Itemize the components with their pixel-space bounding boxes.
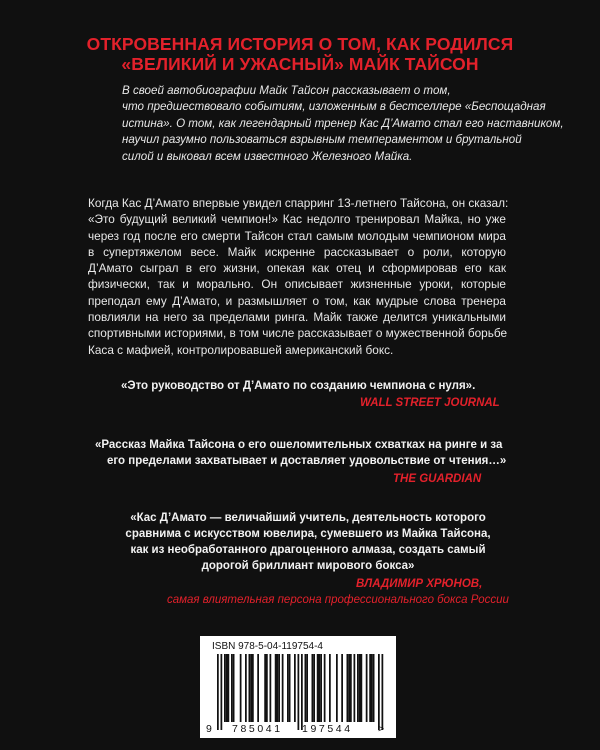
barcode-bar <box>224 654 226 722</box>
barcode-bar <box>266 654 268 722</box>
barcode-digit-first: 9 <box>206 723 212 735</box>
quote-3-line: дорогой бриллиант мирового бокса» <box>201 560 415 572</box>
body-paragraph <box>88 195 509 358</box>
barcode-bar <box>277 654 279 722</box>
barcode-bar <box>366 654 368 722</box>
barcode-bar <box>317 654 319 722</box>
barcode-guard-bar <box>298 654 300 730</box>
quote-1-text <box>121 378 475 394</box>
barcode-bar <box>275 654 277 722</box>
barcode-bar <box>354 654 356 722</box>
quote-2-source: THE GUARDIAN <box>393 473 482 485</box>
barcode-bar <box>361 654 363 722</box>
barcode-bar <box>233 654 235 722</box>
body-line: через год после его смерти Тайсон стал самым молодым чемпионом мира <box>88 228 506 243</box>
intro-line: истина». О том, как легендарный тренер Кас Д’Амато стал его наставником, <box>122 116 564 130</box>
barcode-bar <box>350 654 352 722</box>
barcode-bar <box>294 654 296 722</box>
intro-line: силой и выковал всем известного Железного Майка. <box>122 149 413 163</box>
barcode-bar <box>373 654 375 722</box>
barcode-bar <box>371 654 373 722</box>
headline-line-2: «ВЕЛИКИЙ И УЖАСНЫЙ» МАЙК ТАЙСОН <box>121 54 479 74</box>
barcode-bar <box>348 654 350 722</box>
barcode-digits-right: 197544 <box>302 723 353 735</box>
barcode-bar <box>289 654 291 722</box>
barcode-bar <box>252 654 254 722</box>
barcode-label <box>200 636 396 738</box>
barcode-guard-bar <box>221 654 223 730</box>
barcode-guard-bar <box>378 654 380 730</box>
barcode-guard-bar <box>217 654 219 730</box>
quote-3-line: «Кас Д’Амато — величайший учитель, деятельность которого <box>130 512 486 524</box>
body-line: физически, так и морально. Он описывает жизненные уроки, которые <box>88 277 506 292</box>
barcode-guard-bar <box>301 654 303 730</box>
body-line: в супертяжелом весе. Майк искренне рассказывает о роли, которую <box>88 244 506 259</box>
quote-2-line: «Рассказ Майка Тайсона о его ошеломительных схватках на ринге и за <box>95 439 503 451</box>
barcode-bar <box>245 654 247 722</box>
barcode-bar <box>329 654 331 722</box>
barcode-bar <box>320 654 322 722</box>
barcode-guard-bar <box>382 654 384 730</box>
isbn-text: ISBN 978-5-04-119754-4 <box>212 641 323 652</box>
barcode-bar <box>231 654 233 722</box>
barcode-quiet-zone-marker: > <box>378 723 385 735</box>
intro-line: В своей автобиографии Майк Тайсон рассказывает о том, <box>122 84 451 97</box>
barcode-bar <box>359 654 361 722</box>
body-line: преподал ему Д’Амато, и размышляет о том, как мудрые слова тренера <box>88 293 506 308</box>
barcode-bar <box>347 654 349 722</box>
barcode-bar <box>306 654 308 722</box>
barcode-bar <box>319 654 321 722</box>
barcode-bar <box>270 654 272 722</box>
barcode-bar <box>257 654 259 722</box>
quote-2-line: его пределами захватывает и доставляет удовольствие от чтения…» <box>107 455 507 467</box>
barcode-bar <box>278 654 280 722</box>
quote-3-line: как из необработанного драгоценного алмаза, создать самый <box>130 544 486 556</box>
intro-paragraph <box>122 83 564 165</box>
barcode-bar <box>249 654 251 722</box>
barcode-bar <box>312 654 314 722</box>
barcode-bar <box>228 654 230 722</box>
quote-2-text <box>95 437 506 469</box>
quote-3-text <box>118 510 498 574</box>
barcode-bar <box>336 654 338 722</box>
quote-3-line: сравнима с искусством ювелира, сумевшего из Майка Тайсона, <box>125 528 491 540</box>
barcode-bar <box>313 654 315 722</box>
barcode-bar <box>250 654 252 722</box>
headline-line-1: ОТКРОВЕННАЯ ИСТОРИЯ О ТОМ, КАК РОДИЛСЯ <box>86 34 514 54</box>
barcode-bars <box>200 636 396 738</box>
barcode-bar <box>324 654 326 722</box>
quote-1-line: «Это руководство от Д’Амато по созданию чемпиона с нуля». <box>121 380 476 392</box>
barcode-bar <box>287 654 289 722</box>
barcode-bar <box>226 654 228 722</box>
body-line: спортивными историями, в том числе рассказывает о мужественной борьбе <box>88 326 508 341</box>
headline <box>60 34 540 74</box>
barcode-bar <box>282 654 284 722</box>
body-line: повлияли на него за пределами ринга. Майк также делится уникальными <box>88 310 506 325</box>
body-line: «Это будущий великий чемпион!» Кас недолго тренировал Майка, но уже <box>88 212 506 227</box>
barcode-digits-left: 785041 <box>232 723 283 735</box>
intro-line: научил разумно пользоваться взрывным темпераментом и брутальной <box>122 133 522 147</box>
barcode-bar <box>369 654 371 722</box>
body-line: Когда Кас Д’Амато впервые увидел спарринг 13-летнего Тайсона, он сказал: <box>88 196 509 210</box>
barcode-bar <box>357 654 359 722</box>
body-line: Каса с мафией, контролировавшей американский бокс. <box>88 342 394 357</box>
quote-1-source: WALL STREET JOURNAL <box>360 397 500 409</box>
barcode-bar <box>240 654 242 722</box>
barcode-bar <box>264 654 266 722</box>
intro-line: что предшествовало событиям, изложенным в бестселлере «Беспощадная <box>122 100 546 114</box>
quote-3-source: ВЛАДИМИР ХРЮНОВ, <box>356 578 483 590</box>
barcode-bar <box>305 654 307 722</box>
quote-3-source-subtitle: самая влиятельная персона профессионального бокса России <box>167 594 509 606</box>
barcode-bar <box>341 654 343 722</box>
body-line: Д’Амато сыграл в его жизни, опекая как отец и сформировав его как <box>88 261 506 276</box>
